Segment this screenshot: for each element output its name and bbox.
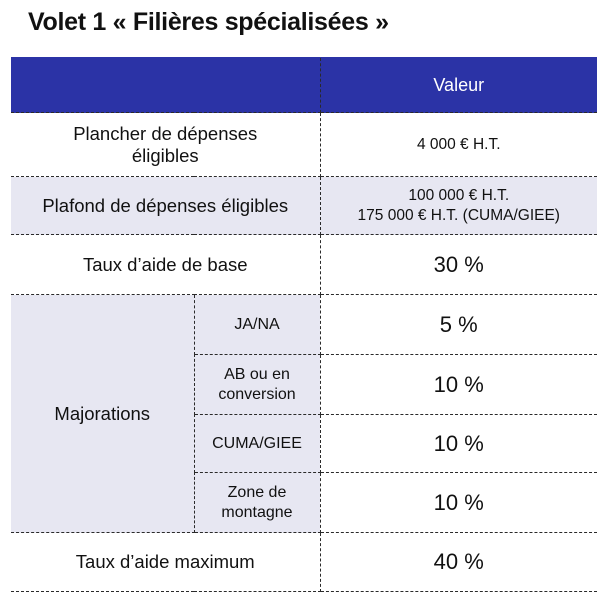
majorations-label: Majorations xyxy=(11,295,194,533)
row-value: 40 % xyxy=(320,533,597,592)
row-label-text: Plancher de dépenses éligibles xyxy=(73,122,258,166)
table-row xyxy=(11,113,597,177)
majoration-label-text: AB ou en conversion xyxy=(218,365,296,403)
majoration-value: 5 % xyxy=(320,295,597,355)
majoration-value: 10 % xyxy=(320,473,597,533)
row-value: 4 000 € H.T. xyxy=(320,113,597,177)
majoration-label: CUMA/GIEE xyxy=(194,415,320,473)
row-value: 30 % xyxy=(320,235,597,295)
majoration-value: 10 % xyxy=(320,415,597,473)
row-label: Taux d’aide maximum xyxy=(11,533,320,592)
row-label: Taux d’aide de base xyxy=(11,235,320,295)
majoration-label xyxy=(194,473,320,533)
row-value-line: 100 000 € H.T. xyxy=(408,186,510,204)
table-header-row xyxy=(11,58,597,113)
row-value-line: 175 000 € H.T. (CUMA/GIEE) xyxy=(357,206,560,224)
majoration-label xyxy=(194,355,320,415)
table-row xyxy=(11,177,597,235)
table-row xyxy=(11,533,597,592)
row-value xyxy=(320,177,597,235)
page-title: Volet 1 « Filières spécialisées » xyxy=(28,8,389,36)
majoration-label: JA/NA xyxy=(194,295,320,355)
header-value-cell: Valeur xyxy=(320,58,597,113)
majoration-value: 10 % xyxy=(320,355,597,415)
row-label xyxy=(11,113,320,177)
row-label: Plafond de dépenses éligibles xyxy=(11,177,320,235)
aid-table xyxy=(11,57,597,592)
header-label-cell xyxy=(11,58,320,113)
majoration-label-text: Zone de montagne xyxy=(221,483,293,521)
table-row xyxy=(11,295,597,355)
table-row xyxy=(11,235,597,295)
